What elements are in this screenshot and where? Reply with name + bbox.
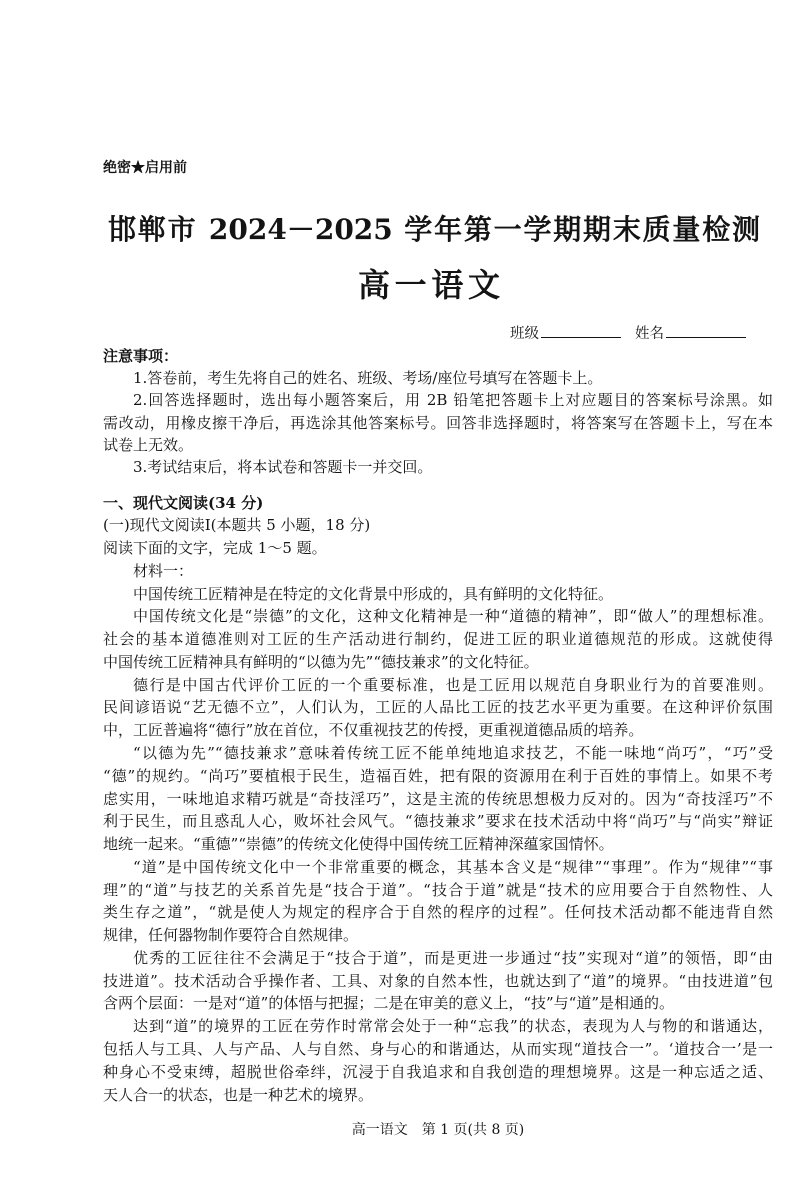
text-line: 中国传统工匠精神是在特定的文化背景中形成的，具有鲜明的文化特征。 <box>133 584 614 603</box>
notice-item <box>103 456 773 478</box>
material-body <box>103 583 773 1107</box>
text-line: 1.答卷前，考生先将自己的姓名、班级、考场/座位号填写在答题卡上。 <box>133 369 603 388</box>
text-line: 中国传统工匠精神具有鲜明的“以德为先”“德技兼求”的文化特征。 <box>103 652 539 671</box>
reading-section <box>103 492 773 1107</box>
name-blank-line <box>666 322 746 338</box>
page-footer <box>103 1120 773 1140</box>
text-line: 虑实用，一味地追求精巧就是“奇技淫巧”，这是主流的传统思想极力反对的。因为“奇技淫巧”不 <box>103 789 773 808</box>
text-line: 类生存之道”，“就是使人为规定的程序合于自然的程序的过程”。任何技术活动都不能违背自然 <box>103 903 773 922</box>
text-line: “德”的规约。“尚巧”要植根于民生，造福百姓，把有限的资源用在利于百姓的事情上。如果不考 <box>103 766 773 785</box>
class-label: 班级 <box>510 326 539 342</box>
text-line: 技进道”。技术活动合乎操作者、工具、对象的自然本性，也就达到了“道”的境界。“由技进道”包 <box>103 971 773 990</box>
text-line: 理”的“道”与技艺的关系首先是“技合于道”。“技合于道”就是“技术的应用要合于自然物性、人 <box>103 880 773 899</box>
paragraph <box>103 742 773 856</box>
paragraph <box>103 583 773 606</box>
text-line: 2.回答选择题时，选出每小题答案后，用 2B 铅笔把答题卡上对应题目的答案标号涂黑。如 <box>133 391 773 410</box>
text-line: 中国传统文化是“崇德”的文化，这种文化精神是一种“道德的精神”，即“做人”的理想标准。 <box>133 607 773 626</box>
reading-instruction: 阅读下面的文字，完成 1～5 题。 <box>103 539 327 558</box>
text-line: 包括人与工具、人与产品、人与自然、身与心的和谐通达，从而实现“道技合一”。‘道技合一’是一 <box>103 1039 773 1058</box>
text-line: 试卷上无效。 <box>103 435 194 454</box>
text-line: 达到“道”的境界的工匠在劳作时常常会处于一种“忘我”的状态，表现为人与物的和谐通达， <box>133 1017 773 1036</box>
notice-items <box>103 367 773 478</box>
notice-heading: 注意事项： <box>103 347 179 365</box>
text-line: 利于民生，而且惑乱人心，败坏社会风气。“德技兼求”要求在技术活动中将“尚巧”与“尚实”辩证 <box>103 812 773 831</box>
confidential-mark: 绝密★启用前 <box>103 160 187 176</box>
text-line: 需改动，用橡皮擦干净后，再选涂其他答案标号。回答非选择题时，将答案写在答题卡上，写在本 <box>103 413 773 432</box>
text-line: 德行是中国古代评价工匠的一个重要标准，也是工匠用以规范自身职业行为的首要准则。 <box>133 675 773 694</box>
text-line: 中，工匠普遍将“德行”放在首位，不仅重视技艺的传授，更重视道德品质的培养。 <box>103 721 644 740</box>
text-line: “道”是中国传统文化中一个非常重要的概念，其基本含义是“规律”“事理”。作为“规律”“事 <box>133 857 773 876</box>
text-line: 种身心不受束缚，超脱世俗牵绊，沉浸于自我追求和自我创造的理想境界。这是一种忘适之适、 <box>103 1062 773 1081</box>
text-line: 含两个层面：一是对“道”的体悟与把握；二是在审美的意义上，“技”与“道”是相通的。 <box>103 994 675 1013</box>
paragraph <box>103 674 773 742</box>
material-label: 材料一： <box>133 561 194 580</box>
text-line: “以德为先”“德技兼求”意味着传统工匠不能单纯地追求技艺，不能一味地“尚巧”，“巧”受 <box>133 744 773 763</box>
name-label: 姓名 <box>635 326 664 342</box>
exam-title: 邯郸市 2024－2025 学年第一学期期末质量检测 <box>108 213 760 246</box>
class-blank-line <box>541 322 621 338</box>
exam-subject: 高一语文 <box>358 266 500 304</box>
section-subheading: (一)现代文阅读Ⅰ(本题共 5 小题，18 分) <box>103 516 371 535</box>
footer-subject: 高一语文 <box>351 1122 408 1138</box>
notice-item <box>103 389 773 456</box>
text-line: 3.考试结束后，将本试卷和答题卡一并交回。 <box>133 457 433 476</box>
footer-page-number: 第 1 页(共 8 页) <box>421 1122 525 1138</box>
text-line: 社会的基本道德准则对工匠的生产活动进行制约，促进工匠的职业道德规范的形成。这就使得 <box>103 630 773 649</box>
paragraph <box>103 605 773 673</box>
paragraph <box>103 1015 773 1106</box>
text-line: 优秀的工匠往往不会满足于“技合于道”，而是更进一步通过“技”实现对“道”的领悟，即“由 <box>133 948 773 967</box>
notice-section <box>103 345 773 478</box>
text-line: 地统一起来。“重德”“崇德”的传统文化使得中国传统工匠精神深蕴家国情怀。 <box>103 835 614 854</box>
text-line: 天人合一的状态，也是一种艺术的境界。 <box>103 1085 374 1104</box>
student-info <box>510 322 746 345</box>
text-line: 民间谚语说“艺无德不立”，人们认为，工匠的人品比工匠的技艺水平更为重要。在这种评价氛围 <box>103 698 773 717</box>
section-heading: 一、现代文阅读(34 分) <box>103 493 264 512</box>
text-line: 规律，任何器物制作要符合自然规律。 <box>103 926 359 945</box>
paragraph <box>103 856 773 947</box>
paragraph <box>103 947 773 1015</box>
notice-item <box>103 367 773 389</box>
